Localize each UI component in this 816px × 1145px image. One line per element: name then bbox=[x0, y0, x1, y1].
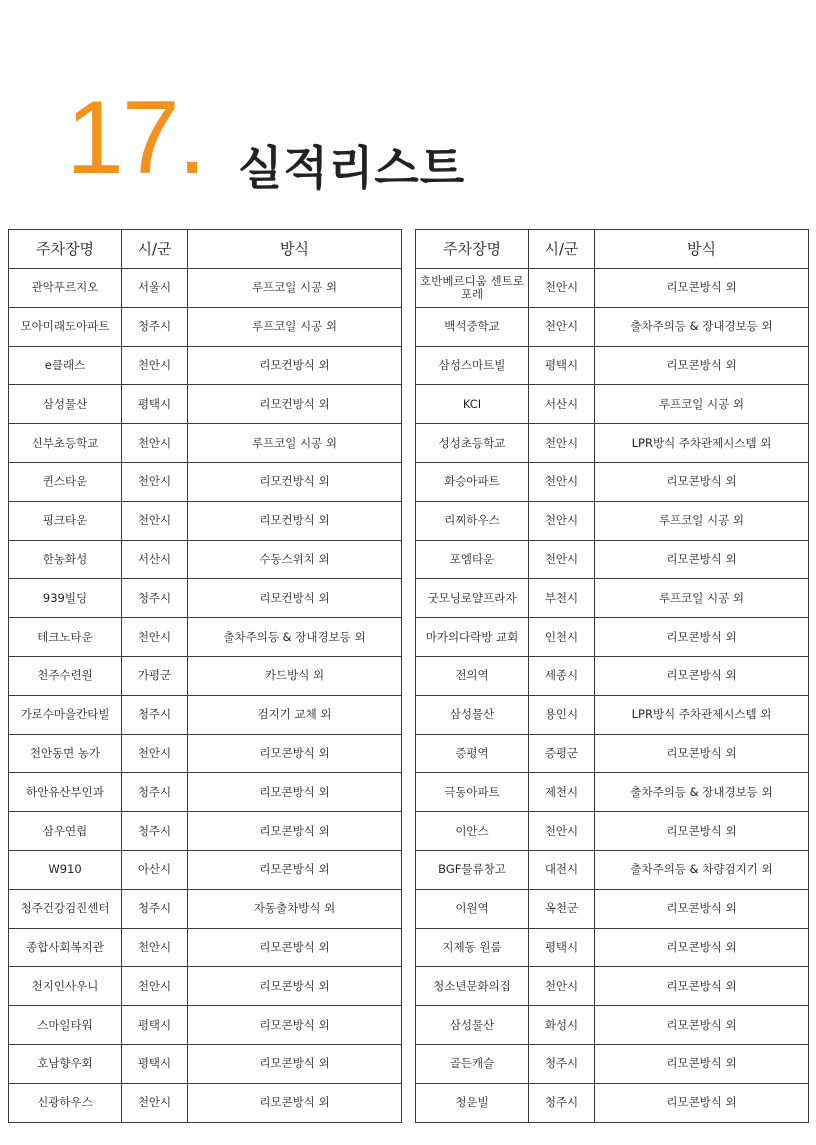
header-city: 시/군 bbox=[529, 230, 595, 269]
cell-method: LPR방식 주차관제시스템 외 bbox=[595, 695, 809, 734]
cell-method: 리모콘방식 외 bbox=[595, 346, 809, 385]
cell-method: 리모콘방식 외 bbox=[188, 967, 402, 1006]
cell-method: 리모컨방식 외 bbox=[188, 501, 402, 540]
cell-method: 출차주의등 & 차량검지기 외 bbox=[595, 850, 809, 889]
cell-city: 아산시 bbox=[122, 850, 188, 889]
table-row bbox=[9, 424, 402, 463]
cell-city: 청주시 bbox=[122, 812, 188, 851]
cell-parking-name: 호반베르디움 센트로포레 bbox=[416, 269, 529, 308]
cell-parking-name: 청주건강검진센터 bbox=[9, 889, 122, 928]
cell-method: 리모컨방식 외 bbox=[188, 462, 402, 501]
cell-city: 천안시 bbox=[529, 462, 595, 501]
table-row bbox=[416, 1083, 809, 1122]
cell-method: 루프코일 시공 외 bbox=[595, 385, 809, 424]
cell-city: 청주시 bbox=[122, 579, 188, 618]
cell-method: 출차주의등 & 장내경보등 외 bbox=[595, 773, 809, 812]
cell-method: 리모콘방식 외 bbox=[595, 812, 809, 851]
cell-parking-name: 극동아파트 bbox=[416, 773, 529, 812]
cell-method: 리모콘방식 외 bbox=[595, 1006, 809, 1045]
cell-city: 천안시 bbox=[122, 928, 188, 967]
table-row bbox=[9, 773, 402, 812]
cell-parking-name: 삼우연립 bbox=[9, 812, 122, 851]
table-row bbox=[416, 1006, 809, 1045]
cell-city: 평택시 bbox=[529, 346, 595, 385]
table-row bbox=[9, 269, 402, 308]
cell-method: 출차주의등 & 장내경보등 외 bbox=[595, 307, 809, 346]
cell-city: 청주시 bbox=[122, 773, 188, 812]
cell-city: 부천시 bbox=[529, 579, 595, 618]
table-row bbox=[9, 656, 402, 695]
table-row bbox=[9, 462, 402, 501]
table-row bbox=[416, 424, 809, 463]
table-row bbox=[416, 462, 809, 501]
section-number: 17. bbox=[66, 80, 205, 196]
cell-parking-name: 이원역 bbox=[416, 889, 529, 928]
cell-method: 리모콘방식 외 bbox=[595, 1044, 809, 1083]
table-row bbox=[9, 928, 402, 967]
table-row bbox=[9, 385, 402, 424]
table-row bbox=[9, 850, 402, 889]
cell-parking-name: 삼성물산 bbox=[416, 695, 529, 734]
cell-city: 천안시 bbox=[122, 424, 188, 463]
cell-parking-name: 천지인사우니 bbox=[9, 967, 122, 1006]
results-table-right bbox=[415, 229, 809, 1123]
cell-parking-name: 이안스 bbox=[416, 812, 529, 851]
cell-city: 천안시 bbox=[529, 424, 595, 463]
cell-parking-name: 관악푸르지오 bbox=[9, 269, 122, 308]
cell-method: 리모콘방식 외 bbox=[595, 734, 809, 773]
cell-method: 루프코일 시공 외 bbox=[595, 579, 809, 618]
cell-city: 서산시 bbox=[122, 540, 188, 579]
cell-parking-name: 삼성물산 bbox=[416, 1006, 529, 1045]
cell-parking-name: 전의역 bbox=[416, 656, 529, 695]
table-row bbox=[416, 307, 809, 346]
cell-parking-name: 종합사회복지관 bbox=[9, 928, 122, 967]
cell-city: 용인시 bbox=[529, 695, 595, 734]
cell-method: 루프코일 시공 외 bbox=[188, 269, 402, 308]
cell-parking-name: 신부초등학교 bbox=[9, 424, 122, 463]
table-row bbox=[416, 967, 809, 1006]
table-row bbox=[416, 656, 809, 695]
table-row bbox=[9, 695, 402, 734]
cell-method: 리모콘방식 외 bbox=[188, 773, 402, 812]
cell-city: 평택시 bbox=[122, 1006, 188, 1045]
cell-method: 리모컨방식 외 bbox=[188, 346, 402, 385]
cell-parking-name: 지제동 원룸 bbox=[416, 928, 529, 967]
cell-parking-name: 퀸스타운 bbox=[9, 462, 122, 501]
cell-method: 루프코일 시공 외 bbox=[595, 501, 809, 540]
cell-method: 검지기 교체 외 bbox=[188, 695, 402, 734]
cell-city: 청주시 bbox=[122, 695, 188, 734]
table-header-row bbox=[416, 230, 809, 269]
cell-city: 인천시 bbox=[529, 618, 595, 657]
table-row bbox=[9, 734, 402, 773]
table-row bbox=[9, 307, 402, 346]
cell-method: 리모콘방식 외 bbox=[595, 269, 809, 308]
cell-city: 세종시 bbox=[529, 656, 595, 695]
cell-city: 옥천군 bbox=[529, 889, 595, 928]
cell-parking-name: 천안동면 농가 bbox=[9, 734, 122, 773]
table-row bbox=[9, 1083, 402, 1122]
cell-method: 리모콘방식 외 bbox=[188, 734, 402, 773]
table-row bbox=[9, 579, 402, 618]
cell-city: 청주시 bbox=[122, 307, 188, 346]
cell-city: 천안시 bbox=[529, 269, 595, 308]
table-row bbox=[416, 889, 809, 928]
table-row bbox=[416, 695, 809, 734]
cell-parking-name: e클래스 bbox=[9, 346, 122, 385]
cell-city: 천안시 bbox=[122, 1083, 188, 1122]
table-row bbox=[9, 540, 402, 579]
cell-method: 수동스위치 외 bbox=[188, 540, 402, 579]
cell-method: 리모콘방식 외 bbox=[188, 928, 402, 967]
cell-parking-name: W910 bbox=[9, 850, 122, 889]
cell-city: 증평군 bbox=[529, 734, 595, 773]
cell-city: 천안시 bbox=[529, 501, 595, 540]
cell-parking-name: KCI bbox=[416, 385, 529, 424]
table-row bbox=[9, 1006, 402, 1045]
cell-method: 루프코일 시공 외 bbox=[188, 307, 402, 346]
cell-method: 리모콘방식 외 bbox=[595, 618, 809, 657]
cell-city: 청주시 bbox=[122, 889, 188, 928]
table-row bbox=[416, 501, 809, 540]
table-row bbox=[9, 618, 402, 657]
cell-parking-name: 호남향우회 bbox=[9, 1044, 122, 1083]
cell-parking-name: 청운빌 bbox=[416, 1083, 529, 1122]
cell-method: 리모콘방식 외 bbox=[188, 1044, 402, 1083]
cell-city: 평택시 bbox=[122, 385, 188, 424]
header-parking-name: 주차장명 bbox=[9, 230, 122, 269]
cell-city: 청주시 bbox=[529, 1083, 595, 1122]
cell-method: 리모컨방식 외 bbox=[188, 385, 402, 424]
table-header-row bbox=[9, 230, 402, 269]
cell-city: 평택시 bbox=[122, 1044, 188, 1083]
cell-parking-name: 화승아파트 bbox=[416, 462, 529, 501]
cell-parking-name: 가로수마을칸타빌 bbox=[9, 695, 122, 734]
cell-method: 리모콘방식 외 bbox=[595, 462, 809, 501]
cell-method: 리모콘방식 외 bbox=[595, 540, 809, 579]
cell-method: 루프코일 시공 외 bbox=[188, 424, 402, 463]
table-row bbox=[416, 618, 809, 657]
header-method: 방식 bbox=[595, 230, 809, 269]
table-row bbox=[9, 889, 402, 928]
cell-city: 대전시 bbox=[529, 850, 595, 889]
table-row bbox=[9, 1044, 402, 1083]
cell-method: 리모컨방식 외 bbox=[188, 579, 402, 618]
cell-parking-name: 신광하우스 bbox=[9, 1083, 122, 1122]
cell-city: 천안시 bbox=[529, 540, 595, 579]
table-row bbox=[416, 1044, 809, 1083]
cell-method: 리모콘방식 외 bbox=[188, 812, 402, 851]
cell-parking-name: 굿모닝로얄프라자 bbox=[416, 579, 529, 618]
table-row bbox=[416, 812, 809, 851]
cell-city: 천안시 bbox=[122, 462, 188, 501]
header-method: 방식 bbox=[188, 230, 402, 269]
table-row bbox=[9, 967, 402, 1006]
cell-parking-name: 스마일타워 bbox=[9, 1006, 122, 1045]
results-table-left bbox=[8, 229, 402, 1123]
cell-city: 청주시 bbox=[529, 1044, 595, 1083]
cell-parking-name: 한농화성 bbox=[9, 540, 122, 579]
header-city: 시/군 bbox=[122, 230, 188, 269]
table-row bbox=[416, 928, 809, 967]
table-row bbox=[416, 734, 809, 773]
cell-method: LPR방식 주차관제시스템 외 bbox=[595, 424, 809, 463]
cell-parking-name: 증평역 bbox=[416, 734, 529, 773]
cell-parking-name: 골든캐슬 bbox=[416, 1044, 529, 1083]
table-row bbox=[416, 579, 809, 618]
cell-city: 제천시 bbox=[529, 773, 595, 812]
cell-city: 천안시 bbox=[529, 812, 595, 851]
cell-city: 평택시 bbox=[529, 928, 595, 967]
table-row bbox=[416, 540, 809, 579]
table-row bbox=[9, 346, 402, 385]
cell-city: 천안시 bbox=[122, 618, 188, 657]
cell-parking-name: 하안유산부인과 bbox=[9, 773, 122, 812]
cell-parking-name: 마가의다락방 교회 bbox=[416, 618, 529, 657]
cell-parking-name: 핑크타운 bbox=[9, 501, 122, 540]
cell-method: 카드방식 외 bbox=[188, 656, 402, 695]
cell-city: 천안시 bbox=[122, 346, 188, 385]
cell-method: 리모콘방식 외 bbox=[188, 850, 402, 889]
cell-city: 천안시 bbox=[122, 501, 188, 540]
table-row bbox=[416, 385, 809, 424]
cell-city: 천안시 bbox=[529, 967, 595, 1006]
cell-method: 리모콘방식 외 bbox=[595, 1083, 809, 1122]
table-row bbox=[416, 269, 809, 308]
cell-method: 리모콘방식 외 bbox=[595, 967, 809, 1006]
cell-parking-name: 백석중학교 bbox=[416, 307, 529, 346]
cell-method: 리모콘방식 외 bbox=[188, 1083, 402, 1122]
cell-parking-name: 삼성물산 bbox=[9, 385, 122, 424]
cell-method: 리모콘방식 외 bbox=[188, 1006, 402, 1045]
cell-parking-name: 939빌딩 bbox=[9, 579, 122, 618]
table-row bbox=[416, 346, 809, 385]
cell-parking-name: 포엠타운 bbox=[416, 540, 529, 579]
cell-method: 리모콘방식 외 bbox=[595, 928, 809, 967]
cell-city: 천안시 bbox=[529, 307, 595, 346]
cell-method: 리모콘방식 외 bbox=[595, 656, 809, 695]
cell-city: 서울시 bbox=[122, 269, 188, 308]
cell-parking-name: 리찌하우스 bbox=[416, 501, 529, 540]
cell-city: 화성시 bbox=[529, 1006, 595, 1045]
cell-parking-name: BGF물류창고 bbox=[416, 850, 529, 889]
cell-city: 천안시 bbox=[122, 967, 188, 1006]
cell-parking-name: 모아미래도아파트 bbox=[9, 307, 122, 346]
header-parking-name: 주차장명 bbox=[416, 230, 529, 269]
table-row bbox=[416, 773, 809, 812]
table-row bbox=[416, 850, 809, 889]
table-row bbox=[9, 812, 402, 851]
cell-method: 자동출차방식 외 bbox=[188, 889, 402, 928]
cell-parking-name: 청소년문화의집 bbox=[416, 967, 529, 1006]
table-body bbox=[416, 269, 809, 1123]
cell-parking-name: 테크노타운 bbox=[9, 618, 122, 657]
cell-parking-name: 성성초등학교 bbox=[416, 424, 529, 463]
cell-city: 가평군 bbox=[122, 656, 188, 695]
cell-city: 서산시 bbox=[529, 385, 595, 424]
page-title: 실적리스트 bbox=[238, 141, 466, 195]
cell-city: 천안시 bbox=[122, 734, 188, 773]
table-body bbox=[9, 269, 402, 1123]
cell-method: 리모콘방식 외 bbox=[595, 889, 809, 928]
cell-parking-name: 천주수련원 bbox=[9, 656, 122, 695]
cell-method: 출차주의등 & 장내경보등 외 bbox=[188, 618, 402, 657]
table-row bbox=[9, 501, 402, 540]
cell-parking-name: 삼성스마트빌 bbox=[416, 346, 529, 385]
